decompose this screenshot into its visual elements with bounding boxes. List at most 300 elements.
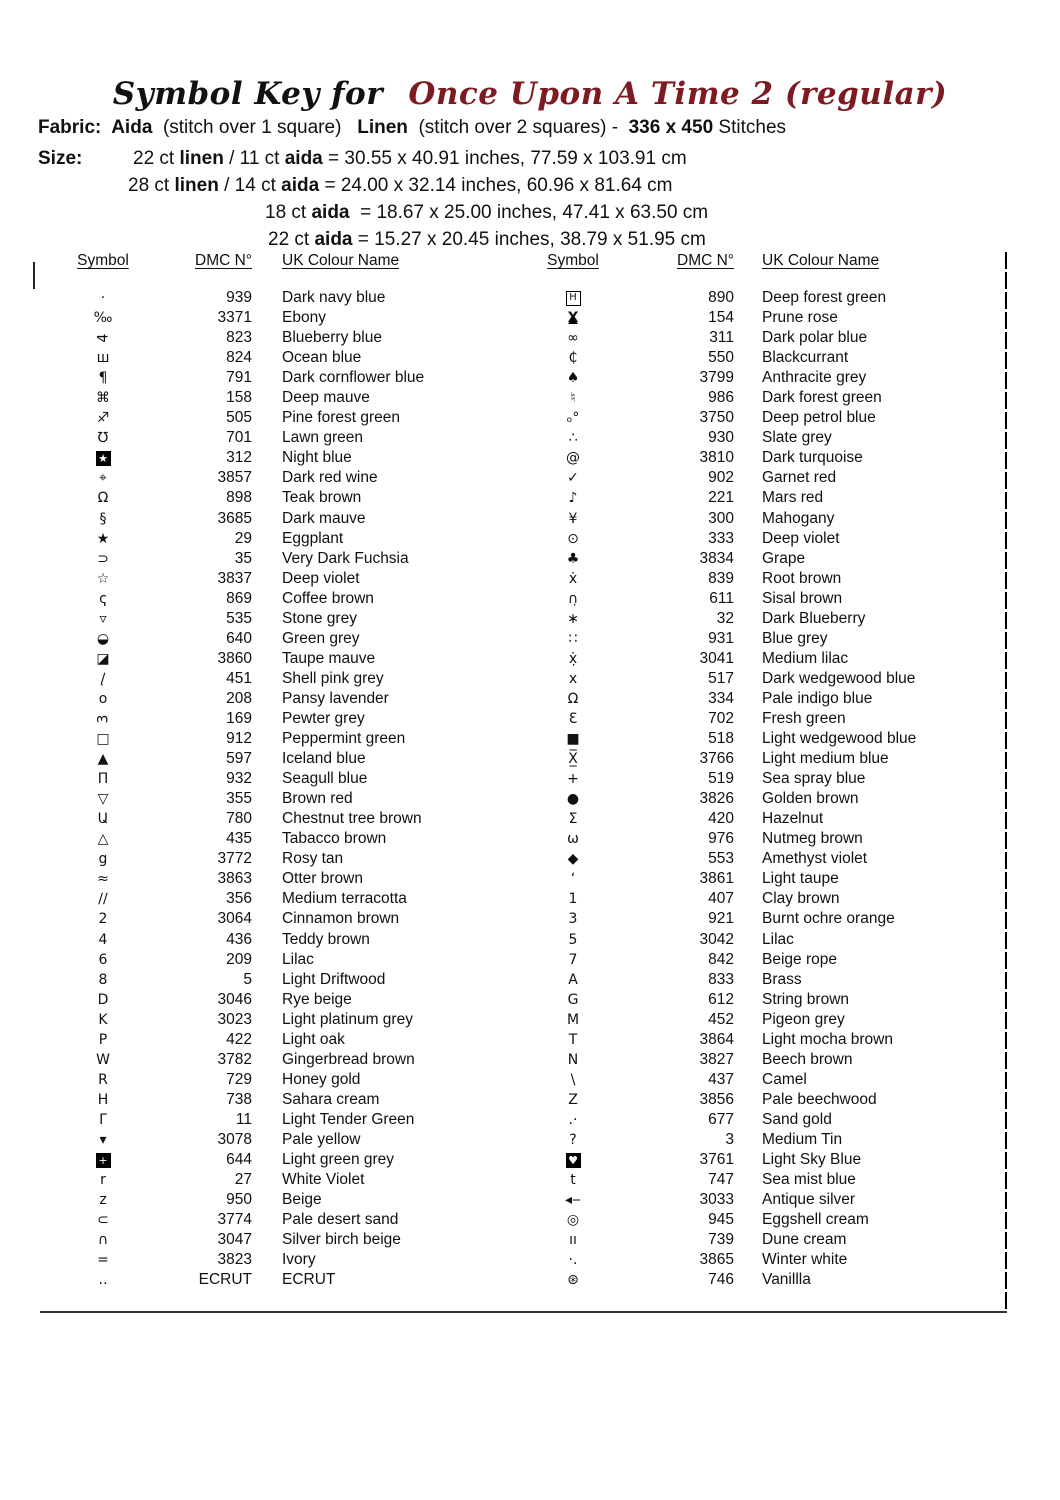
symbol-glyph: ♠ (566, 370, 580, 387)
colour-name: Beech brown (762, 1050, 853, 1068)
symbol-glyph: ω (567, 831, 579, 848)
table-row (70, 488, 500, 508)
colour-name: Brown red (282, 790, 353, 808)
colour-name: Beige (282, 1191, 322, 1209)
colour-name: Coffee brown (282, 589, 374, 607)
table-row (540, 1050, 992, 1070)
symbol-glyph: ‘ (570, 871, 576, 888)
table-row (540, 970, 992, 990)
table-row (70, 1010, 500, 1030)
colour-name: Seagull blue (282, 770, 368, 788)
symbol-glyph: @ (566, 450, 580, 467)
dmc-number: 3860 (217, 649, 252, 667)
text-segment: / 14 ct (218, 175, 282, 196)
text-segment: linen (179, 148, 224, 169)
symbol-glyph: ∷ (568, 630, 578, 647)
table-row (70, 1150, 500, 1170)
table-row (70, 368, 500, 388)
dmc-number: 169 (226, 710, 252, 727)
table-row (540, 1150, 992, 1170)
table-row (70, 428, 500, 448)
bottom-frame-line (40, 1311, 1007, 1313)
colour-name: Dark turquoise (762, 449, 863, 467)
colour-name: Beige rope (762, 950, 837, 968)
size-line-4 (268, 226, 708, 253)
colour-name: Deep mauve (282, 389, 370, 407)
table-row (70, 930, 500, 950)
table-row (70, 569, 500, 589)
table-row (70, 1030, 500, 1050)
symbol-glyph: \ (570, 1071, 576, 1088)
colour-name: Dark cornflower blue (282, 369, 425, 387)
symbol-glyph: ∕̣ (100, 670, 106, 687)
dmc-number: 3042 (699, 930, 734, 948)
table-row (70, 869, 500, 889)
colour-name: Sisal brown (762, 589, 843, 607)
dmc-number: 35 (234, 549, 252, 567)
symbol-glyph: ⊛ (567, 1272, 579, 1289)
table-row (70, 769, 500, 789)
colour-name: Gingerbread brown (282, 1050, 415, 1068)
colour-name: Dark wedgewood blue (762, 669, 916, 687)
colour-name: Deep violet (762, 529, 840, 547)
right-frame-line (1005, 252, 1007, 1312)
dmc-number: 3864 (699, 1030, 734, 1048)
text-segment: linen (174, 175, 219, 196)
symbol-glyph: ☆ (96, 570, 110, 587)
dmc-number: 738 (226, 1090, 252, 1108)
symbol-glyph: ∕∕ (98, 891, 108, 908)
dmc-number: 3371 (217, 309, 252, 327)
dmc-number: 950 (226, 1191, 252, 1209)
table-header-left (70, 250, 500, 272)
colour-name: Hazelnut (762, 810, 824, 828)
dmc-number: 3863 (217, 870, 252, 888)
table-row (540, 749, 992, 769)
header-symbol: Symbol (77, 252, 129, 269)
dmc-number: 931 (708, 629, 734, 647)
colour-name: Deep petrol blue (762, 409, 876, 427)
symbol-glyph: 6 (98, 951, 108, 968)
colour-name: Antique silver (762, 1191, 856, 1209)
symbol-glyph: H (97, 1091, 109, 1108)
dmc-number: 311 (709, 329, 734, 347)
symbol-glyph: X (567, 310, 579, 327)
text-segment: = 24.00 x 32.14 inches, 60.96 x 81.64 cm (319, 175, 673, 196)
dmc-number: 32 (716, 609, 734, 627)
table-row (70, 970, 500, 990)
table-row (540, 909, 992, 929)
text-segment: = 15.27 x 20.45 inches, 38.79 x 51.95 cm (352, 229, 706, 250)
colour-name: Winter white (762, 1251, 848, 1269)
table-row (70, 1230, 500, 1250)
table-row (70, 729, 500, 749)
dmc-number: 921 (708, 910, 734, 928)
symbol-glyph: ⌘ (96, 390, 110, 407)
table-row (70, 990, 500, 1010)
symbol-table-right (540, 250, 992, 1290)
table-row (540, 889, 992, 909)
colour-name: Ivory (282, 1251, 316, 1269)
colour-name: Light oak (282, 1030, 345, 1048)
colour-name: Stone grey (282, 609, 357, 627)
colour-name: Light Driftwood (282, 970, 386, 988)
table-row (540, 689, 992, 709)
dmc-number: 791 (226, 369, 252, 387)
symbol-glyph: Z (568, 1091, 578, 1108)
table-row (70, 1210, 500, 1230)
colour-name: Dune cream (762, 1231, 847, 1249)
table-row (70, 549, 500, 569)
symbol-glyph: G (567, 991, 579, 1008)
colour-name: Ebony (282, 309, 326, 327)
text-segment: 22 ct (133, 148, 180, 169)
colour-name: Very Dark Fuchsia (282, 549, 409, 567)
symbol-glyph: .· (568, 1111, 578, 1128)
symbol-glyph: + (567, 771, 579, 788)
table-row (70, 388, 500, 408)
text-segment: 18 ct (265, 202, 312, 223)
text-segment: aida (311, 202, 350, 223)
colour-name: Teak brown (282, 489, 362, 507)
symbol-glyph: ♮ (570, 390, 576, 407)
dmc-number: 208 (226, 689, 252, 707)
table-row (70, 829, 500, 849)
title-prefix: Symbol Key for (112, 76, 384, 112)
table-row (540, 589, 992, 609)
colour-name: Mahogany (762, 509, 835, 527)
table-row (540, 1110, 992, 1130)
colour-name: Eggshell cream (762, 1211, 869, 1229)
table-row (70, 649, 500, 669)
symbol-glyph: 8 (98, 971, 108, 988)
dmc-number: 3827 (699, 1050, 734, 1068)
dmc-number: 746 (708, 1271, 734, 1289)
symbol-glyph: ⊂ (97, 1212, 109, 1229)
table-row (70, 709, 500, 729)
dmc-number: 3772 (217, 850, 252, 868)
dmc-number: 945 (708, 1211, 734, 1229)
colour-name: Nutmeg brown (762, 830, 863, 848)
table-row (540, 368, 992, 388)
table-row (70, 669, 500, 689)
symbol-glyph: Π (97, 771, 109, 788)
colour-name: Rye beige (282, 990, 352, 1008)
colour-name: Deep violet (282, 569, 360, 587)
table-row (70, 1270, 500, 1290)
symbol-glyph: □ (96, 731, 110, 748)
colour-name: Dark Blueberry (762, 609, 866, 627)
table-row (540, 388, 992, 408)
colour-name: Mars red (762, 489, 824, 507)
dmc-number: 839 (708, 569, 734, 587)
symbol-glyph: ⌖ (99, 470, 107, 487)
symbol-glyph: ¥ (568, 510, 578, 527)
symbol-glyph: ҁ (99, 590, 107, 607)
table-row (540, 1070, 992, 1090)
dmc-number: 3837 (217, 569, 252, 587)
symbol-glyph: § (99, 510, 107, 527)
table-row (540, 1230, 992, 1250)
table-row (70, 909, 500, 929)
colour-name: Dark forest green (762, 389, 882, 407)
colour-name: Light medium blue (762, 750, 889, 768)
table-row (70, 789, 500, 809)
dmc-number: 505 (226, 409, 252, 427)
symbol-glyph: g (98, 851, 108, 868)
title-pattern-name: Once Upon A Time 2 (regular) (408, 76, 948, 112)
dmc-number: 29 (234, 529, 252, 547)
dmc-number: 517 (708, 669, 734, 687)
dmc-number: 11 (235, 1110, 252, 1128)
symbol-glyph: ∴ (568, 430, 578, 447)
header-dmc-number: DMC N° (677, 252, 734, 269)
table-row (70, 749, 500, 769)
text-segment: Stitches (713, 117, 787, 138)
text-segment: = 18.67 x 25.00 inches, 47.41 x 63.50 cm (349, 202, 709, 223)
symbol-glyph: ≈ (97, 871, 109, 888)
header-symbol: Symbol (547, 252, 599, 269)
symbol-glyph: N (567, 1051, 579, 1068)
text-segment: 336 x 450 (628, 117, 714, 138)
table-row (540, 308, 992, 328)
header-uk-colour-name: UK Colour Name (762, 252, 880, 269)
dmc-number: 3865 (699, 1251, 734, 1269)
symbol-glyph: ẋ̣ (568, 650, 578, 667)
colour-name: Taupe mauve (282, 649, 376, 667)
table-row (70, 308, 500, 328)
colour-name: Golden brown (762, 790, 859, 808)
table-row (540, 609, 992, 629)
text-segment: 28 ct (128, 175, 175, 196)
symbol-table-left (70, 250, 500, 1290)
table-row (70, 849, 500, 869)
symbol-glyph: Γ (99, 1111, 107, 1128)
page-title (0, 76, 1060, 112)
table-row (70, 1050, 500, 1070)
colour-name: Prune rose (762, 309, 838, 327)
colour-name: Medium lilac (762, 649, 849, 667)
table-row (70, 1110, 500, 1130)
colour-name: Sand gold (762, 1110, 832, 1128)
dmc-number: 3046 (217, 990, 252, 1008)
symbol-glyph: H (566, 291, 581, 306)
dmc-number: 611 (709, 589, 734, 607)
table-row (540, 328, 992, 348)
colour-name: Light green grey (282, 1151, 395, 1169)
table-row (540, 829, 992, 849)
table-row (540, 1090, 992, 1110)
dmc-number: 902 (708, 469, 734, 487)
dmc-number: ECRUT (198, 1271, 252, 1289)
colour-name: Medium Tin (762, 1130, 843, 1148)
symbol-glyph: ? (569, 1131, 577, 1148)
dmc-number: 3823 (217, 1251, 252, 1269)
header-uk-colour-name: UK Colour Name (282, 252, 400, 269)
symbol-glyph: 4 (98, 931, 108, 948)
table-row (70, 348, 500, 368)
dmc-number: 435 (226, 830, 252, 848)
symbol-glyph: ⊃ (97, 550, 109, 567)
colour-name: Sea mist blue (762, 1171, 856, 1189)
symbol-glyph: ∩ (97, 1232, 109, 1249)
dmc-number: 597 (226, 750, 252, 768)
symbol-glyph: Ω (567, 690, 579, 707)
dmc-number: 640 (226, 629, 252, 647)
dmc-number: 3023 (217, 1010, 252, 1028)
symbol-glyph: Ɛ (568, 711, 578, 727)
colour-name: Peppermint green (282, 730, 406, 748)
symbol-glyph: 7 (568, 951, 578, 968)
table-row (540, 789, 992, 809)
colour-name: Chestnut tree brown (282, 810, 422, 828)
symbol-glyph: 3 (94, 714, 111, 724)
dmc-number: 747 (708, 1171, 734, 1189)
symbol-glyph: △ (97, 831, 109, 848)
colour-name: Light platinum grey (282, 1010, 413, 1028)
table-row (540, 348, 992, 368)
text-segment: Fabric: (38, 117, 102, 138)
colour-name: Camel (762, 1070, 807, 1088)
colour-name: Light taupe (762, 870, 839, 888)
colour-name: Silver birch beige (282, 1231, 401, 1249)
symbol-glyph: ‥ (98, 1272, 108, 1289)
colour-name: Green grey (282, 629, 360, 647)
table-row (540, 1270, 992, 1290)
colour-name: Dark red wine (282, 469, 378, 487)
symbol-glyph: + (96, 1153, 111, 1168)
symbol-glyph: o (98, 690, 108, 707)
colour-name: Sahara cream (282, 1090, 380, 1108)
symbol-glyph: ▿ (99, 610, 107, 627)
table-row (70, 529, 500, 549)
dmc-number: 842 (708, 950, 734, 968)
dmc-number: 3799 (699, 369, 734, 387)
colour-name: Burnt ochre orange (762, 910, 895, 928)
colour-name: Tabacco brown (282, 830, 387, 848)
colour-name: Dark navy blue (282, 289, 386, 307)
table-row (540, 1210, 992, 1230)
table-row (70, 809, 500, 829)
size-block (38, 145, 708, 253)
symbol-glyph: ♣ (566, 550, 580, 567)
table-row (540, 1030, 992, 1050)
symbol-glyph: ш (96, 350, 110, 367)
symbol-glyph: ıı (569, 1232, 577, 1249)
dmc-number: 3033 (699, 1191, 734, 1209)
colour-name: Sea spray blue (762, 770, 866, 788)
colour-name: Otter brown (282, 870, 363, 888)
dmc-number: 436 (226, 930, 252, 948)
symbol-glyph: ẋ (568, 570, 578, 587)
table-row (540, 869, 992, 889)
table-row (540, 1250, 992, 1270)
table-row (70, 1070, 500, 1090)
symbol-glyph: x (568, 670, 578, 687)
symbol-glyph: ‰ (93, 310, 113, 327)
dmc-number: 986 (708, 389, 734, 407)
colour-name: Honey gold (282, 1070, 361, 1088)
dmc-number: 519 (708, 770, 734, 788)
table-body-left (70, 288, 500, 1290)
table-row (540, 509, 992, 529)
table-row (540, 549, 992, 569)
table-row (540, 930, 992, 950)
symbol-glyph: W (96, 1051, 110, 1068)
colour-name: Night blue (282, 449, 352, 467)
text-segment: Aida (101, 117, 153, 138)
colour-name: Pale yellow (282, 1130, 361, 1148)
dmc-number: 3810 (699, 449, 734, 467)
dmc-number: 3857 (217, 469, 252, 487)
colour-name: Lilac (762, 930, 794, 948)
symbol-glyph: 2 (98, 911, 108, 928)
dmc-number: 890 (708, 289, 734, 307)
text-segment: (stitch over 1 square) (152, 117, 358, 138)
dmc-number: 898 (226, 489, 252, 507)
symbol-glyph: 1 (568, 891, 578, 908)
colour-name: Blackcurrant (762, 349, 849, 367)
table-row (540, 288, 992, 308)
text-segment: = 30.55 x 40.91 inches, 77.59 x 103.91 cm (322, 148, 687, 169)
table-row (70, 1190, 500, 1210)
symbol-glyph: ♥ (566, 1153, 581, 1168)
left-frame-tick (33, 262, 35, 289)
dmc-number: 932 (226, 770, 252, 788)
table-row (70, 689, 500, 709)
dmc-number: 3047 (217, 1231, 252, 1249)
dmc-number: 3861 (699, 870, 734, 888)
symbol-glyph: P (98, 1031, 108, 1048)
dmc-number: 3774 (217, 1211, 252, 1229)
dmc-number: 930 (708, 429, 734, 447)
colour-name: Light wedgewood blue (762, 730, 917, 748)
symbol-glyph: D (97, 991, 109, 1008)
text-segment: 22 ct (268, 229, 315, 250)
dmc-number: 823 (226, 329, 252, 347)
colour-name: Pigeon grey (762, 1010, 845, 1028)
colour-name: Pewter grey (282, 710, 365, 727)
dmc-number: 333 (708, 529, 734, 547)
table-row (70, 1170, 500, 1190)
table-row (70, 408, 500, 428)
colour-name: Light Sky Blue (762, 1151, 862, 1169)
dmc-number: 3 (725, 1130, 734, 1148)
symbol-glyph: = (97, 1252, 109, 1269)
dmc-number: 869 (226, 589, 252, 607)
symbol-glyph: 5 (568, 931, 578, 948)
dmc-number: 355 (226, 790, 252, 808)
dmc-number: 518 (708, 730, 734, 748)
header-dmc-number: DMC N° (195, 252, 252, 269)
table-row (540, 849, 992, 869)
size-line-1 (133, 145, 708, 172)
symbol-glyph: A (568, 971, 578, 988)
symbol-glyph: ■ (566, 731, 580, 748)
table-row (70, 950, 500, 970)
colour-name: Dark mauve (282, 509, 366, 527)
colour-name: Teddy brown (282, 930, 370, 948)
dmc-number: 644 (226, 1151, 252, 1169)
colour-name: Light mocha brown (762, 1030, 893, 1048)
table-row (70, 1250, 500, 1270)
colour-name: Garnet red (762, 469, 837, 487)
symbol-glyph: ₵ (568, 350, 578, 367)
symbol-glyph: ● (566, 791, 580, 808)
dmc-number: 3826 (699, 790, 734, 808)
dmc-number: 550 (708, 349, 734, 367)
dmc-number: 3856 (699, 1090, 734, 1108)
